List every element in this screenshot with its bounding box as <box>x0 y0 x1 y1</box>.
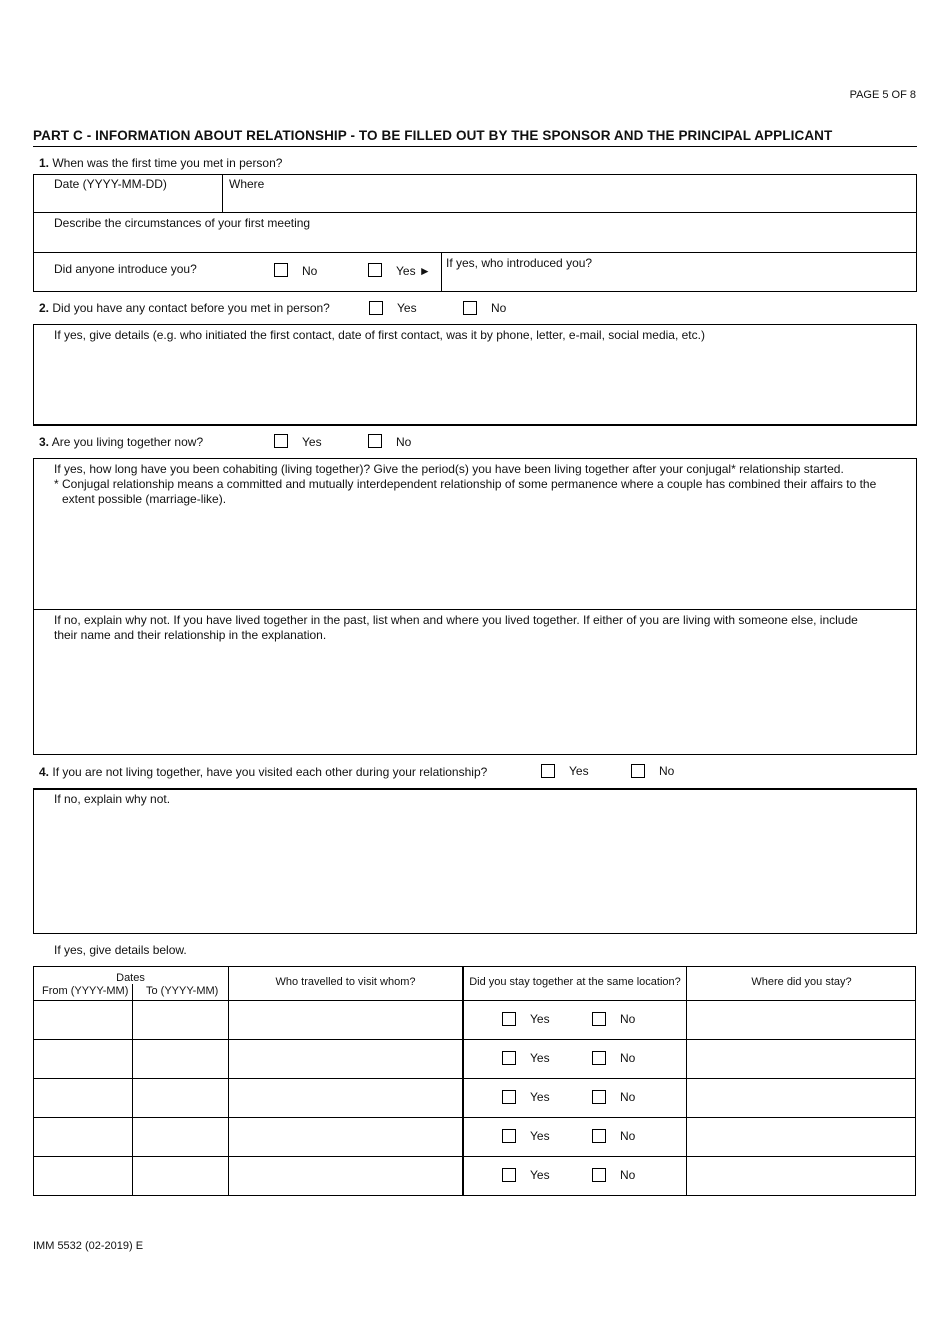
stay-yes-checkbox[interactable] <box>502 1051 516 1065</box>
contact-no-checkbox[interactable] <box>463 301 477 315</box>
where-met-label: Where <box>229 177 265 191</box>
stay-yes-label: Yes <box>530 1168 550 1182</box>
visit-to-field[interactable] <box>133 1157 228 1195</box>
circumstances-field[interactable] <box>34 232 916 251</box>
visit-from-field[interactable] <box>34 1001 132 1039</box>
stay-yes-label: Yes <box>530 1090 550 1104</box>
visit-where-field[interactable] <box>687 1001 916 1039</box>
visit-to-field[interactable] <box>133 1079 228 1117</box>
living-yes-checkbox[interactable] <box>274 434 288 448</box>
where-stay-header: Where did you stay? <box>751 976 852 988</box>
stay-yes-label: Yes <box>530 1012 550 1026</box>
q4-number: 4. <box>39 765 50 779</box>
q1-question <box>39 156 282 170</box>
visit-to-field[interactable] <box>133 1040 228 1078</box>
contact-yes-label: Yes <box>397 301 417 315</box>
q3-number: 3. <box>39 435 50 449</box>
stay-no-label: No <box>620 1051 636 1065</box>
living-no-label: No <box>396 435 412 449</box>
q1-text: When was the first time you met in person? <box>52 156 283 170</box>
introduce-label: Did anyone introduce you? <box>54 262 197 276</box>
visit-from-field[interactable] <box>34 1040 132 1078</box>
visit-where-field[interactable] <box>687 1079 916 1117</box>
introduce-no-label: No <box>302 264 318 278</box>
where-met-field[interactable] <box>442 174 916 212</box>
introduce-yes-checkbox[interactable] <box>368 263 382 277</box>
visits-details-label: If yes, give details below. <box>54 943 187 957</box>
visit-to-field[interactable] <box>133 1001 228 1039</box>
visit-where-field[interactable] <box>687 1157 916 1195</box>
title-rule <box>33 146 917 147</box>
stay-no-checkbox[interactable] <box>592 1012 606 1026</box>
visit-from-field[interactable] <box>34 1079 132 1117</box>
stay-yes-checkbox[interactable] <box>502 1168 516 1182</box>
not-visited-field[interactable] <box>34 810 916 932</box>
introduce-no-checkbox[interactable] <box>274 263 288 277</box>
from-header: From (YYYY-MM) <box>42 985 129 997</box>
date-met-label: Date (YYYY-MM-DD) <box>54 177 167 191</box>
stay-yes-checkbox[interactable] <box>502 1129 516 1143</box>
stay-yes-label: Yes <box>530 1129 550 1143</box>
not-visited-label: If no, explain why not. <box>54 792 171 806</box>
part-c-title: PART C - INFORMATION ABOUT RELATIONSHIP - TO BE FILLED OUT BY THE SPONSOR AND THE PRINCIPAL APPLICANT <box>33 128 833 143</box>
contact-details-field[interactable] <box>34 346 916 424</box>
visit-where-field[interactable] <box>687 1118 916 1156</box>
who-travelled-header: Who travelled to visit whom? <box>275 976 416 988</box>
form-id: IMM 5532 (02-2019) E <box>33 1240 144 1252</box>
stay-together-header: Did you stay together at the same location? <box>469 976 681 988</box>
to-header: To (YYYY-MM) <box>146 985 219 997</box>
stay-no-checkbox[interactable] <box>592 1051 606 1065</box>
circumstances-label: Describe the circumstances of your first meeting <box>54 216 311 230</box>
contact-details-label: If yes, give details (e.g. who initiated the first contact, date of first contact, was it by phone, letter, e-mail, social media, etc.) <box>54 328 705 342</box>
stay-yes-checkbox[interactable] <box>502 1012 516 1026</box>
visit-from-field[interactable] <box>34 1157 132 1195</box>
visit-who-field[interactable] <box>229 1001 462 1039</box>
who-introduced-label: If yes, who introduced you? <box>446 256 593 270</box>
contact-yes-checkbox[interactable] <box>369 301 383 315</box>
stay-no-label: No <box>620 1012 636 1026</box>
visited-yes-checkbox[interactable] <box>541 764 555 778</box>
dates-header: Dates <box>116 972 145 984</box>
living-yes-label: Yes <box>302 435 322 449</box>
stay-no-checkbox[interactable] <box>592 1090 606 1104</box>
contact-no-label: No <box>491 301 507 315</box>
visit-who-field[interactable] <box>229 1040 462 1078</box>
visit-where-field[interactable] <box>687 1040 916 1078</box>
visited-no-checkbox[interactable] <box>631 764 645 778</box>
stay-no-label: No <box>620 1090 636 1104</box>
visit-to-field[interactable] <box>133 1118 228 1156</box>
stay-yes-label: Yes <box>530 1051 550 1065</box>
visit-who-field[interactable] <box>229 1118 462 1156</box>
visited-no-label: No <box>659 764 675 778</box>
stay-no-label: No <box>620 1129 636 1143</box>
living-no-checkbox[interactable] <box>368 434 382 448</box>
visit-from-field[interactable] <box>34 1118 132 1156</box>
stay-yes-checkbox[interactable] <box>502 1090 516 1104</box>
q4-text: If you are not living together, have you visited each other during your relationship? <box>52 765 488 779</box>
stay-no-checkbox[interactable] <box>592 1168 606 1182</box>
page-number: PAGE 5 OF 8 <box>849 89 916 101</box>
q4-question <box>39 765 487 779</box>
visit-who-field[interactable] <box>229 1157 462 1195</box>
visit-who-field[interactable] <box>229 1079 462 1117</box>
q2-number: 2. <box>39 301 50 315</box>
not-living-details-field[interactable] <box>34 646 916 754</box>
stay-no-checkbox[interactable] <box>592 1129 606 1143</box>
q3-question <box>39 435 203 449</box>
who-introduced-field[interactable] <box>442 272 916 291</box>
q2-question <box>39 301 330 315</box>
q3-text: Are you living together now? <box>51 435 204 449</box>
introduce-yes-label: Yes ► <box>396 264 431 278</box>
cohabiting-instructions: If yes, how long have you been cohabiting (living together)? Give the period(s) you have been living together after your conjugal* relationship started. * Conjugal relationship means a committed and mutually interdependent relationship of some permanence where a couple has combined their affairs to the extent possible (marriage-like). <box>54 462 877 506</box>
stay-no-label: No <box>620 1168 636 1182</box>
not-living-instructions: If no, explain why not. If you have lived together in the past, list when and where you lived together. If either of you are living with someone else, include their name and their relationship in the explanation. <box>54 613 858 642</box>
q1-number: 1. <box>39 156 50 170</box>
visited-yes-label: Yes <box>569 764 589 778</box>
cohabiting-details-field[interactable] <box>34 510 916 608</box>
q2-text: Did you have any contact before you met in person? <box>52 301 330 315</box>
